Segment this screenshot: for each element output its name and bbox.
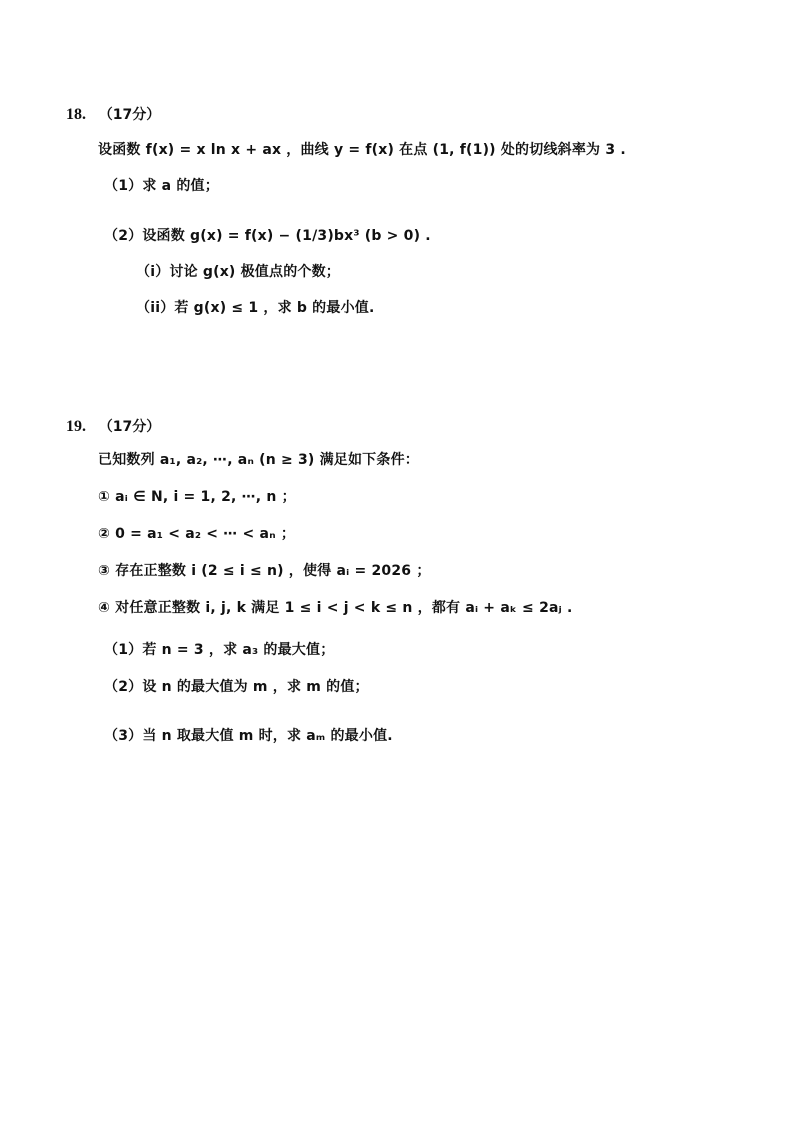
question-19-condition-4: ④ 对任意正整数 i, j, k 满足 1 ≤ i < j < k ≤ n ，都有 aᵢ + aₖ ≤ 2aⱼ . [98, 600, 573, 616]
question-19-condition-2: ② 0 = a₁ < a₂ < ⋯ < aₙ ； [98, 526, 296, 542]
question-19-number: 19. [66, 418, 86, 435]
question-18-part-1: （1）求 a 的值； [104, 178, 219, 194]
question-19-stem: 已知数列 a₁, a₂, ⋯, aₙ (n ≥ 3) 满足如下条件： [98, 452, 419, 468]
question-18-points: （17分） [98, 107, 161, 123]
question-18-part-2: （2）设函数 g(x) = f(x) − (1/3)bx³ (b > 0) . [104, 228, 431, 244]
question-18-part-2-ii: （ii）若 g(x) ≤ 1 ，求 b 的最小值. [136, 300, 375, 316]
question-19-part-2: （2）设 n 的最大值为 m ，求 m 的值； [104, 679, 369, 695]
question-18-stem: 设函数 f(x) = x ln x + ax ，曲线 y = f(x) 在点 (1, f(1)) 处的切线斜率为 3 . [98, 142, 626, 158]
question-18-number: 18. [66, 106, 86, 123]
question-19-part-3: （3）当 n 取最大值 m 时，求 aₘ 的最小值. [104, 728, 393, 744]
question-19-part-1: （1）若 n = 3 ，求 a₃ 的最大值； [104, 642, 335, 658]
question-19-condition-1: ① aᵢ ∈ N, i = 1, 2, ⋯, n ； [98, 489, 296, 505]
question-19-points: （17分） [98, 419, 161, 435]
question-19-header [66, 416, 160, 437]
question-18-header [66, 104, 160, 125]
question-19-condition-3: ③ 存在正整数 i (2 ≤ i ≤ n) ，使得 aᵢ = 2026 ； [98, 563, 431, 579]
question-18-part-2-i: （i）讨论 g(x) 极值点的个数； [136, 264, 340, 280]
